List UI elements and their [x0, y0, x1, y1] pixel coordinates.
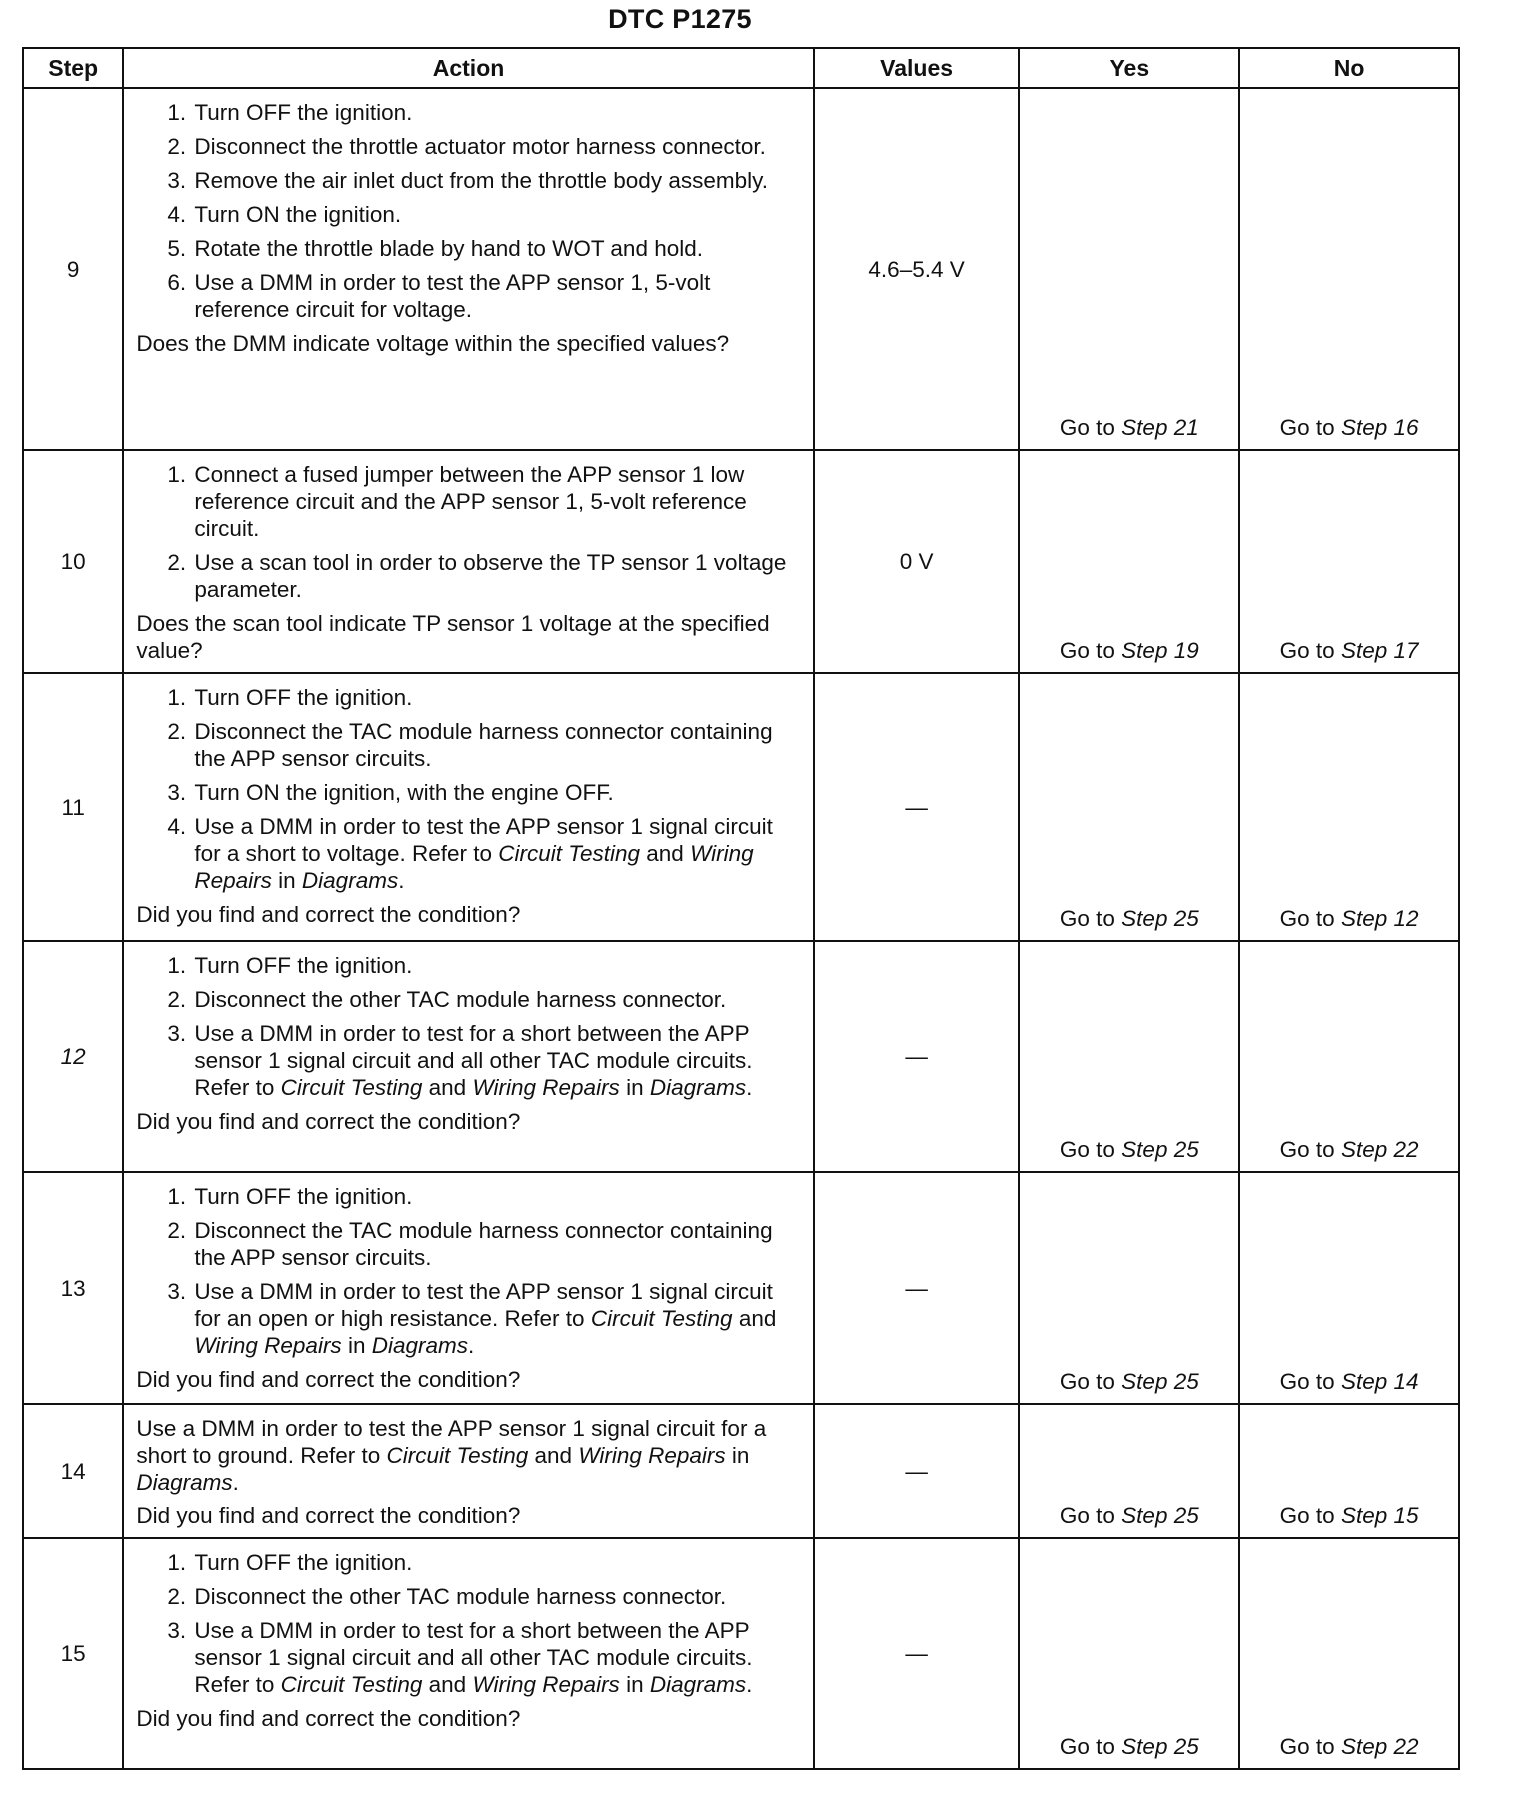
conj-in: in [278, 868, 296, 893]
conj-and: and [646, 841, 684, 866]
table-row-step-15 [23, 1538, 1459, 1769]
no-step-ref: Step 22 [1340, 1137, 1419, 1162]
yes-step-ref: Step 25 [1121, 906, 1199, 931]
ref-wiring-repairs: Wiring Repairs [194, 841, 754, 893]
no-step-ref: Step 15 [1340, 1503, 1419, 1528]
value-cell: — [814, 1538, 1020, 1769]
action-list [136, 99, 802, 323]
ref-wiring-repairs: Wiring Repairs [472, 1672, 620, 1697]
item-text: Use a DMM in order to test the APP sensor 1 signal circuit for a short to ground. Refer to [136, 1416, 767, 1468]
list-item: 2. Disconnect the other TAC module harness connector. [192, 986, 802, 1013]
header-row [23, 48, 1459, 88]
conj-in: in [626, 1075, 644, 1100]
conj-and: and [428, 1672, 467, 1697]
yes-cell [1019, 1404, 1239, 1538]
goto-prefix: Go to [1279, 638, 1335, 663]
ref-circuit-testing: Circuit Testing [386, 1443, 529, 1468]
list-item [192, 1617, 802, 1698]
item-text: Use a DMM in order to test the APP sensor 1 signal circuit for an open or high resistance. Refer to [194, 1279, 773, 1331]
goto-prefix: Go to [1279, 1734, 1335, 1759]
action-cell [123, 673, 813, 941]
no-cell [1239, 450, 1459, 673]
action-cell [123, 88, 813, 450]
punctuation: . [232, 1470, 239, 1495]
value-cell: 0 V [814, 450, 1020, 673]
list-item: 2. Disconnect the throttle actuator motor harness connector. [192, 133, 802, 160]
yes-step-ref: Step 25 [1121, 1137, 1199, 1162]
no-cell [1239, 1404, 1459, 1538]
header-action: Action [123, 48, 813, 88]
list-item: 1. Turn OFF the ignition. [192, 684, 802, 711]
page-title: DTC P1275 [608, 4, 752, 34]
action-cell [123, 450, 813, 673]
item-text: Use a DMM in order to test for a short between the APP sensor 1 signal circuit and all other TAC module circuits. Refer to [194, 1618, 753, 1697]
ref-wiring-repairs: Wiring Repairs [194, 1333, 342, 1358]
list-item: 6. Use a DMM in order to test the APP sensor 1, 5-volt reference circuit for voltage. [192, 269, 802, 323]
goto-prefix: Go to [1279, 1369, 1335, 1394]
action-cell [123, 1172, 813, 1404]
list-item: 1. Connect a fused jumper between the APP sensor 1 low reference circuit and the APP sensor 1, 5-volt reference circuit. [192, 461, 802, 542]
punctuation: . [746, 1075, 753, 1100]
conj-and: and [738, 1306, 777, 1331]
value-cell: — [814, 673, 1020, 941]
table-row-step-14 [23, 1404, 1459, 1538]
list-item: 4. Turn ON the ignition. [192, 201, 802, 228]
conj-and: and [428, 1075, 467, 1100]
question: Did you find and correct the condition? [136, 1503, 521, 1528]
table-row-step-13 [23, 1172, 1459, 1404]
header-values: Values [814, 48, 1020, 88]
punctuation: . [468, 1333, 475, 1358]
yes-cell [1019, 941, 1239, 1172]
no-cell [1239, 1172, 1459, 1404]
conj-in: in [731, 1443, 750, 1468]
list-item: 2. Disconnect the TAC module harness connector containing the APP sensor circuits. [192, 1217, 802, 1271]
table-row-step-12 [23, 941, 1459, 1172]
ref-wiring-repairs: Wiring Repairs [578, 1443, 726, 1468]
ref-wiring-repairs: Wiring Repairs [472, 1075, 620, 1100]
no-step-ref: Step 14 [1340, 1369, 1419, 1394]
action-list [136, 461, 802, 603]
goto-prefix: Go to [1059, 1503, 1115, 1528]
punctuation: . [398, 868, 405, 893]
ref-circuit-testing: Circuit Testing [280, 1672, 423, 1697]
question: Does the DMM indicate voltage within the specified values? [136, 331, 730, 356]
table-row-step-11 [23, 673, 1459, 941]
list-item: 3. Remove the air inlet duct from the throttle body assembly. [192, 167, 802, 194]
no-cell [1239, 941, 1459, 1172]
step-number: 12 [23, 941, 123, 1172]
list-item: 1. Turn OFF the ignition. [192, 99, 802, 126]
no-step-ref: Step 12 [1340, 906, 1419, 931]
goto-prefix: Go to [1059, 415, 1115, 440]
yes-step-ref: Step 25 [1121, 1734, 1199, 1759]
conj-and: and [534, 1443, 573, 1468]
list-item: 2. Use a scan tool in order to observe the TP sensor 1 voltage parameter. [192, 549, 802, 603]
value-cell: 4.6–5.4 V [814, 88, 1020, 450]
ref-diagrams: Diagrams [649, 1075, 747, 1100]
yes-step-ref: Step 21 [1121, 415, 1199, 440]
list-item: 5. Rotate the throttle blade by hand to WOT and hold. [192, 235, 802, 262]
list-item: 2. Disconnect the other TAC module harness connector. [192, 1583, 802, 1610]
step-number: 13 [23, 1172, 123, 1404]
action-cell [123, 1404, 813, 1538]
ref-diagrams: Diagrams [649, 1672, 747, 1697]
question: Did you find and correct the condition? [136, 1109, 521, 1134]
step-number: 14 [23, 1404, 123, 1538]
yes-cell [1019, 88, 1239, 450]
step-number: 10 [23, 450, 123, 673]
action-text [136, 1415, 802, 1496]
yes-cell [1019, 673, 1239, 941]
no-step-ref: Step 16 [1340, 415, 1419, 440]
ref-circuit-testing: Circuit Testing [498, 841, 640, 866]
goto-prefix: Go to [1059, 1734, 1115, 1759]
yes-cell [1019, 1538, 1239, 1769]
yes-cell [1019, 450, 1239, 673]
goto-prefix: Go to [1279, 1137, 1335, 1162]
list-item: 3. Turn ON the ignition, with the engine OFF. [192, 779, 802, 806]
action-cell [123, 941, 813, 1172]
table-row-step-10 [23, 450, 1459, 673]
goto-prefix: Go to [1059, 1137, 1115, 1162]
list-item: 1. Turn OFF the ignition. [192, 1549, 802, 1576]
step-number: 11 [23, 673, 123, 941]
table-row-step-9 [23, 88, 1459, 450]
action-list [136, 1549, 802, 1698]
action-list [136, 684, 802, 894]
value-cell: — [814, 941, 1020, 1172]
ref-diagrams: Diagrams [371, 1333, 469, 1358]
step-number: 9 [23, 88, 123, 450]
item-text: Use a DMM in order to test the APP sensor 1 signal circuit for a short to voltage. Refer to [194, 814, 773, 866]
question: Does the scan tool indicate TP sensor 1 voltage at the specified value? [136, 611, 770, 663]
question: Did you find and correct the condition? [136, 1367, 521, 1392]
goto-prefix: Go to [1279, 415, 1335, 440]
no-cell [1239, 1538, 1459, 1769]
yes-step-ref: Step 25 [1121, 1503, 1199, 1528]
no-cell [1239, 673, 1459, 941]
action-list [136, 1183, 802, 1359]
conj-in: in [626, 1672, 644, 1697]
step-number: 15 [23, 1538, 123, 1769]
list-item: 1. Turn OFF the ignition. [192, 952, 802, 979]
yes-step-ref: Step 25 [1121, 1369, 1199, 1394]
goto-prefix: Go to [1059, 638, 1115, 663]
ref-diagrams: Diagrams [301, 868, 399, 893]
header-step: Step [23, 48, 123, 88]
ref-circuit-testing: Circuit Testing [280, 1075, 423, 1100]
header-yes: Yes [1019, 48, 1239, 88]
goto-prefix: Go to [1279, 1503, 1335, 1528]
list-item [192, 1020, 802, 1101]
no-cell [1239, 88, 1459, 450]
conj-in: in [347, 1333, 366, 1358]
action-list [136, 952, 802, 1101]
goto-prefix: Go to [1279, 906, 1335, 931]
item-text: Use a DMM in order to test for a short between the APP sensor 1 signal circuit and all other TAC module circuits. Refer to [194, 1021, 753, 1100]
value-cell: — [814, 1172, 1020, 1404]
no-step-ref: Step 17 [1340, 638, 1419, 663]
list-item: 1. Turn OFF the ignition. [192, 1183, 802, 1210]
action-cell [123, 1538, 813, 1769]
question: Did you find and correct the condition? [136, 902, 521, 927]
list-item: 2. Disconnect the TAC module harness connector containing the APP sensor circuits. [192, 718, 802, 772]
punctuation: . [746, 1672, 753, 1697]
goto-prefix: Go to [1059, 1369, 1115, 1394]
ref-diagrams: Diagrams [136, 1470, 233, 1495]
diagnostic-table [22, 47, 1460, 1770]
list-item [192, 1278, 802, 1359]
list-item [192, 813, 802, 894]
header-no: No [1239, 48, 1459, 88]
ref-circuit-testing: Circuit Testing [590, 1306, 733, 1331]
no-step-ref: Step 22 [1340, 1734, 1419, 1759]
value-cell: — [814, 1404, 1020, 1538]
yes-step-ref: Step 19 [1121, 638, 1199, 663]
yes-cell [1019, 1172, 1239, 1404]
question: Did you find and correct the condition? [136, 1706, 521, 1731]
goto-prefix: Go to [1059, 906, 1115, 931]
